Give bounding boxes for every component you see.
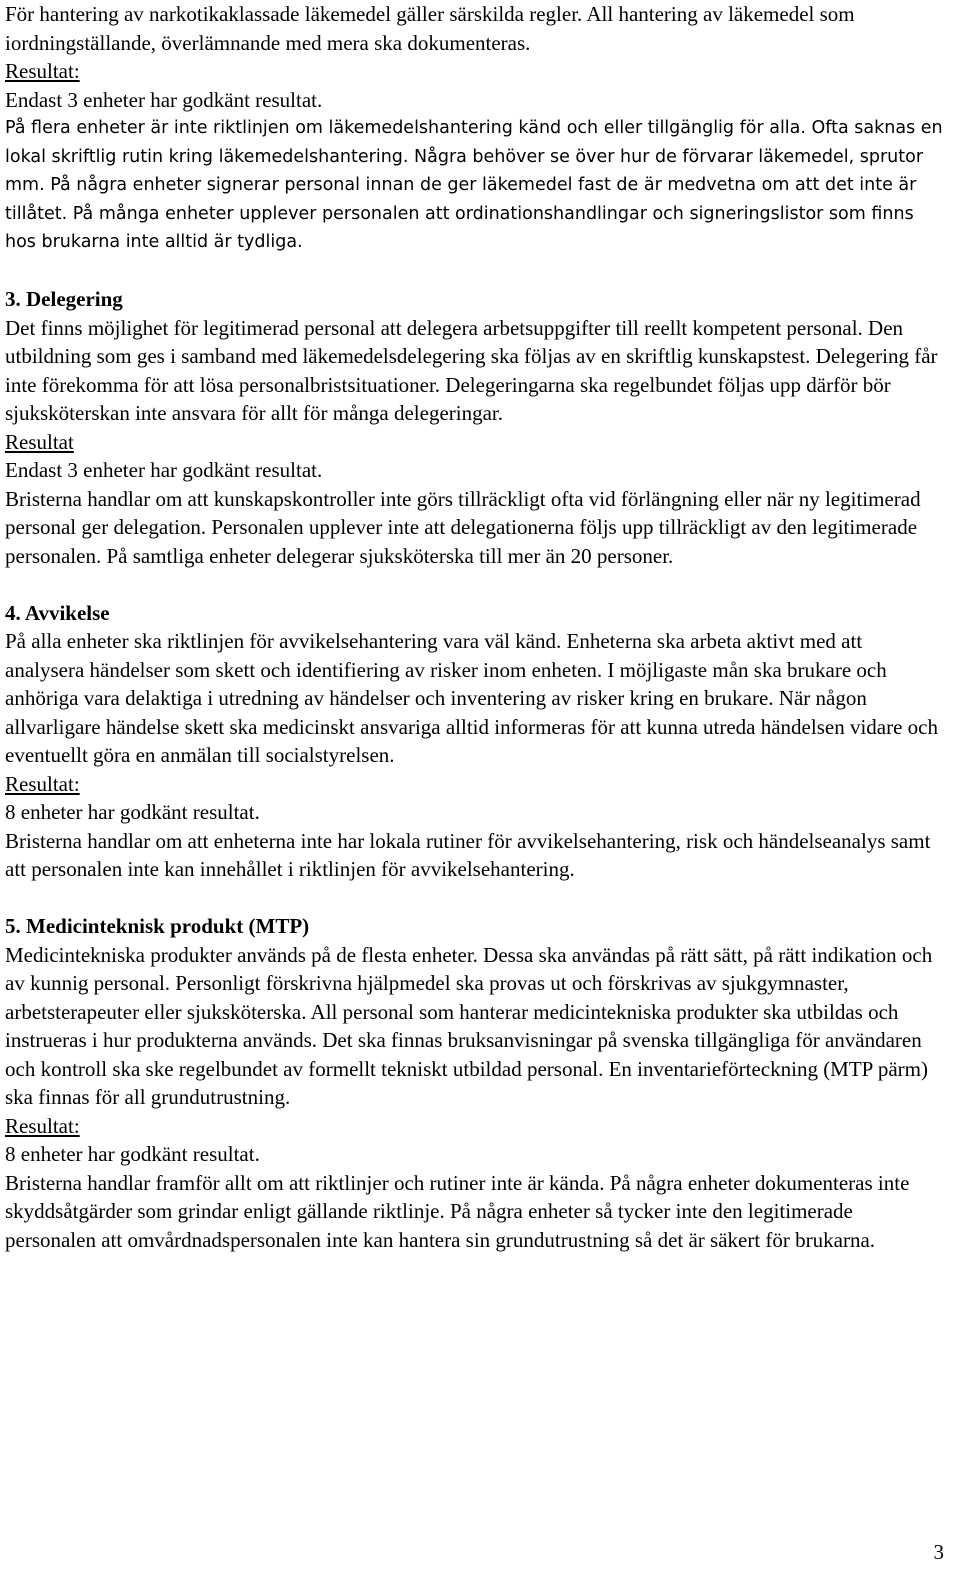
findings-paragraph: På flera enheter är inte riktlinjen om läkemedelshantering känd och eller tillgänglig för alla. Ofta saknas en lokal skriftlig rutin kring läkemedelshantering. Några behöver se över hur de förvarar läkemedel, sprutor mm. På några enheter signerar personal innan de ger läkemedel fast de är medvetna om att det inte är tillåtet. På många enheter upplever personalen att ordinationshandlingar och signeringslistor som finns hos brukarna inte alltid är tydliga. xyxy=(5,118,943,252)
findings-paragraph: Bristerna handlar om att enheterna inte har lokala rutiner för avvikelsehantering, risk och händelseanalys samt att personalen inte kan innehållet i riktlinjen för avvikelsehantering. xyxy=(5,828,931,881)
section-body: På alla enheter ska riktlinjen för avvikelsehantering vara väl känd. Enheterna ska arbeta aktivt med att analysera händelser som skett och identifiering av risker inom enheten. I möjligaste mån ska brukare och anhöriga vara delaktiga i utredning av händelser och inventering av risker kring en brukare. När någon allvarligare händelse skett ska medicinskt ansvariga alltid informeras för att kunna utreda händelsen vidare och eventuellt göra en anmälan till socialstyrelsen. xyxy=(5,629,938,767)
result-text: 8 enheter har godkänt resultat. xyxy=(5,800,260,824)
result-text: Endast 3 enheter har godkänt resultat. xyxy=(5,87,323,112)
findings-paragraph: Bristerna handlar om att kunskapskontroller inte görs tillräckligt ofta vid förlängning eller när ny legitimerad personal ger delegation. Personalen upplever inte att delegationerna följs upp tillräckligt av den legitimerade personalen. På samtliga enheter delegerar sjuksköterska till mer än 20 personer. xyxy=(5,486,921,568)
intro-paragraph: För hantering av narkotikaklassade läkemedel gäller särskilda regler. All hantering av läkemedel som iordningställande, överlämnande med mera ska dokumenteras. xyxy=(5,2,855,55)
section-mtp xyxy=(5,912,945,1254)
document-page xyxy=(5,0,945,1254)
resultat-label: Resultat xyxy=(5,429,74,454)
intro-section xyxy=(5,0,945,257)
section-body: Det finns möjlighet för legitimerad personal att delegera arbetsuppgifter till reellt kompetent personal. Den utbildning som ges i samband med läkemedelsdelegering ska följas av en skriftlig kunskapstest. Delegering får inte förekomma för att lösa personalbristsituationer. Delegeringarna ska regelbundet följas upp därför bör sjuksköterskan inte ansvara för allt för många delegeringar. xyxy=(5,315,938,425)
findings-paragraph: Bristerna handlar framför allt om att riktlinjer och rutiner inte är kända. På några enheter dokumenteras inte skyddsåtgärder som grindar enligt gällande riktlinje. På några enheter så tycker inte den legitimerade personalen att omvårdnadspersonalen inte kan hantera sin grundutrustning så det är säkert för brukarna. xyxy=(5,1170,910,1252)
section-heading: 4. Avvikelse xyxy=(5,600,110,625)
resultat-label: Resultat: xyxy=(5,771,80,796)
section-heading: 5. Medicinteknisk produkt (MTP) xyxy=(5,914,310,938)
resultat-label: Resultat: xyxy=(5,59,80,83)
section-delegering xyxy=(5,285,945,570)
resultat-label: Resultat: xyxy=(5,1113,80,1138)
result-text: Endast 3 enheter har godkänt resultat. xyxy=(5,458,323,482)
section-heading: 3. Delegering xyxy=(5,287,123,311)
result-text: 8 enheter har godkänt resultat. xyxy=(5,1142,260,1166)
section-avvikelse xyxy=(5,599,945,884)
section-body: Medicintekniska produkter används på de flesta enheter. Dessa ska användas på rätt sätt, på rätt indikation och av kunnig personal. Personligt förskrivna hjälpmedel ska provas ut och förskrivas av sjukgymnaster, arbetsterapeuter eller sjuksköterska. All personal som hanterar medicintekniska produkter ska utbildas och instrueras i hur produkterna används. Det ska finnas bruksanvisningar på svenska tillgängliga för användaren och kontroll ska ske regelbundet av formellt tekniskt utbildad personal. En inventarieförteckning (MTP pärm) ska finnas för all grundutrustning. xyxy=(5,942,933,1109)
page-number: 3 xyxy=(933,1540,944,1564)
